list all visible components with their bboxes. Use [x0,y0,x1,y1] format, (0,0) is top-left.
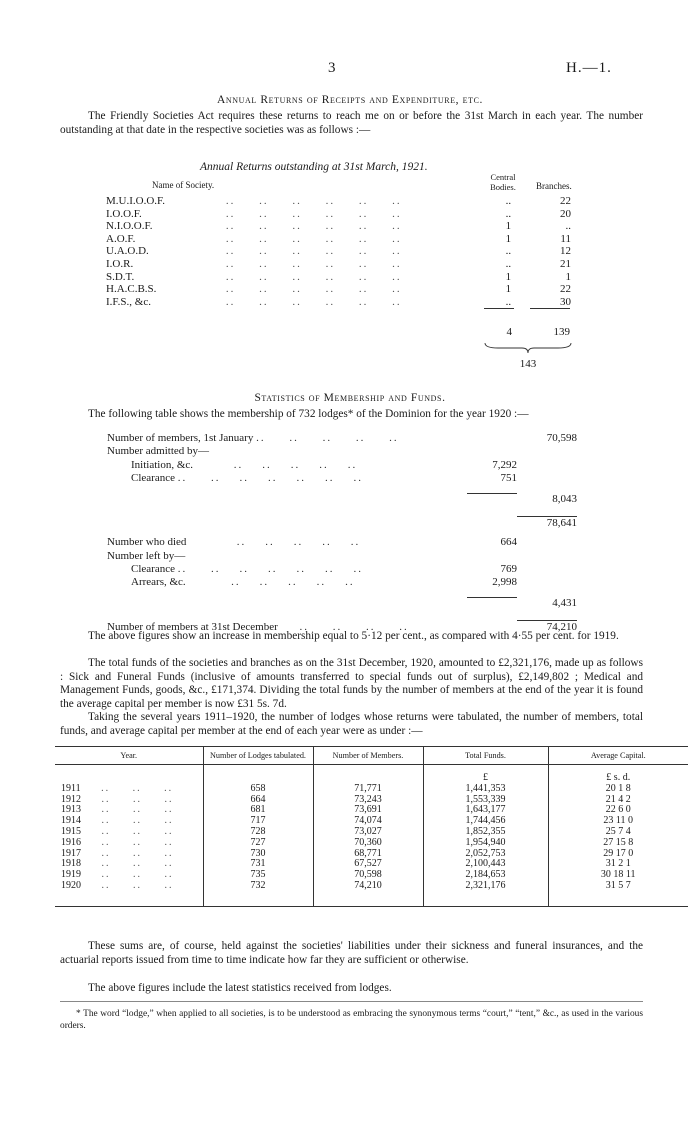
year-value: 1920 [61,879,81,891]
label-left-by: Number left by— [107,549,186,562]
society-row: I.O.R. .. .. .. .. .. .. .. 21 [106,257,571,270]
society-name: I.O.R. [106,257,134,270]
year-value: 1912 [61,793,81,805]
capital-value: 27 15 8 [548,838,688,849]
society-branches: 12 [560,245,571,258]
col-members: Number of Members. [313,747,423,765]
year-row: 1911 .. .. .. 658 71,771 1,441,353 20 1 8 [55,784,688,795]
years-intro-paragraph: Taking the several years 1911–1920, the number of lodges whose returns were tabulated, the number of members, total funds, and average capital per member at the end of each year were as under :— [60,711,643,737]
outstanding-table-title: Annual Returns outstanding at 31st March, 1921. [200,161,428,173]
funds-value: 1,744,456 [423,816,548,827]
year-row: 1913 .. .. .. 681 73,691 1,643,177 22 6 0 [55,805,688,816]
society-row: I.O.O.F. .. .. .. .. .. .. .. 20 [106,207,571,220]
society-row: N.I.O.O.F. .. .. .. .. .. .. 1 .. [106,220,571,233]
members-value: 73,027 [313,827,423,838]
society-branches: 1 [565,270,571,283]
year-value: 1913 [61,804,81,816]
col-year: Year. [55,747,203,765]
funds-value: 2,184,653 [423,870,548,881]
society-central: .. [505,195,512,207]
value-initiation: 7,292 [492,458,517,471]
label-clearance-out: Clearance [131,562,175,575]
capital-value: 22 6 0 [548,805,688,816]
value-clearance-out: 769 [500,562,517,575]
footnote-rule [60,1001,643,1002]
society-name: S.D.T. [106,270,135,283]
total-branches: 139 [553,326,570,338]
statistics-intro: The following table shows the membership of 732 lodges* of the Dominion for the year 1920 :— [88,408,529,420]
value-left-total: 4,431 [552,597,577,610]
society-branches: 11 [560,232,571,245]
value-members-1jan: 70,598 [546,432,577,444]
label-members-1jan: Number of members, 1st January [107,432,254,444]
funds-value: 1,954,940 [423,838,548,849]
year-value: 1915 [61,825,81,837]
capital-value: 21 4 2 [548,795,688,806]
year-value: 1919 [61,869,81,881]
value-clearance-in: 751 [500,471,517,484]
society-name: A.O.F. [106,232,136,245]
year-value: 1914 [61,815,81,827]
society-central: .. [505,245,512,258]
total-central: 4 [506,326,512,338]
year-row: 1917 .. .. .. 730 68,771 2,052,753 29 17 0 [55,849,688,860]
society-central: 1 [505,270,512,283]
year-value: 1917 [61,847,81,859]
society-central: .. [505,295,512,308]
grand-total: 143 [519,358,537,370]
col-name-of-society: Name of Society. [152,180,215,190]
lodges-value: 732 [203,881,313,906]
society-name: I.O.O.F. [106,207,142,220]
yearly-statistics-table [55,746,688,907]
society-branches: 22 [560,283,571,296]
capital-value: 20 1 8 [548,784,688,795]
society-row: M.U.I.O.O.F. .. .. .. .. .. .. .. 22 [106,195,571,207]
section-heading-returns: Annual Returns of Receipts and Expenditure, etc. [216,94,484,106]
capital-value: 25 7 4 [548,827,688,838]
liabilities-paragraph: These sums are, of course, held against the societies' liabilities under their sickness and funeral insurances, and the actuarial reports issued from time to time indicate how far they are sufficient or otherwise. [60,940,643,966]
col-branches: Branches. [536,181,572,191]
society-name: M.U.I.O.O.F. [106,195,166,207]
lodges-value: 681 [203,805,313,816]
lodges-value: 658 [203,784,313,795]
year-row: 1914 .. .. .. 717 74,074 1,744,456 23 11 0 [55,816,688,827]
funds-value: 1,643,177 [423,805,548,816]
outstanding-returns-table [106,195,571,308]
members-value: 71,771 [313,784,423,795]
membership-table: Number of members, 1st January .. .. .. .. .. 70,598 Number admitted by— Initiation, &c. .. .. .. .. .. 7,292 Clearance .. .. .. .. .. .. .. 751 8,043 78,641 Number who died .. .. .. .. .. 664 Number left by— Clearance .. .. .. .. .. .. .. 769 Arrears, &c. .. .. .. .. .. 2,998 4,431 Number of members at 31st December .. .. .. .. 74,210 [107,432,577,634]
returns-intro: The Friendly Societies Act requires these returns to reach me on or before the 31st March in each year. The number outstanding at that date in the respective societies was as follows :— [60,110,643,136]
label-clearance-in: Clearance [131,471,175,484]
society-central: 1 [505,232,512,245]
members-value: 70,598 [313,870,423,881]
society-branches: 30 [560,295,571,308]
members-value: 67,527 [313,859,423,870]
label-admitted-by: Number admitted by— [107,445,210,458]
lodges-value: 664 [203,795,313,806]
capital-value: 31 2 1 [548,859,688,870]
society-row: S.D.T. .. .. .. .. .. .. 1 1 [106,270,571,283]
year-row: 1918 .. .. .. 731 67,527 2,100,443 31 2 1 [55,859,688,870]
members-value: 74,210 [313,881,423,906]
label-initiation: Initiation, &c. [131,458,194,471]
funds-value: 2,321,176 [423,881,548,906]
capital-value: 30 18 11 [548,870,688,881]
year-value: 1911 [61,782,81,794]
society-branches: 20 [560,207,571,220]
funds-value: 1,553,339 [423,795,548,806]
funds-value: 2,100,443 [423,859,548,870]
society-name: U.A.O.D. [106,245,149,258]
society-name: H.A.C.B.S. [106,283,157,296]
lodges-value: 728 [203,827,313,838]
society-name: I.F.S., &c. [106,295,151,308]
year-row: 1915 .. .. .. 728 73,027 1,852,355 25 7 4 [55,827,688,838]
lodges-value: 727 [203,838,313,849]
year-value: 1916 [61,836,81,848]
members-value: 68,771 [313,849,423,860]
footnote: * The word “lodge,” when applied to all societies, is to be understood as embracing the synonymous terms “court,” “tent,” &c., as used in the various orders. [60,1009,643,1031]
capital-value: 23 11 0 [548,816,688,827]
members-value: 74,074 [313,816,423,827]
col-funds: Total Funds. [423,747,548,765]
year-row: 1912 .. .. .. 664 73,243 1,553,339 21 4 2 [55,795,688,806]
capital-unit: £ s. d. [548,765,688,784]
members-value: 70,360 [313,838,423,849]
society-branches: 22 [560,195,571,207]
lodges-value: 731 [203,859,313,870]
col-lodges: Number of Lodges tabulated. [203,747,313,765]
funds-value: 1,441,353 [423,784,548,795]
label-arrears: Arrears, &c. [131,576,186,589]
funds-value: 1,852,355 [423,827,548,838]
members-value: 73,691 [313,805,423,816]
document-reference: H.—1. [566,60,612,76]
label-died: Number who died [107,536,187,549]
society-row: A.O.F. .. .. .. .. .. .. 1 11 [106,232,571,245]
society-branches: .. [565,220,571,233]
year-row: 1919 .. .. .. 735 70,598 2,184,653 30 18 11 [55,870,688,881]
label-members-31dec: Number of members at 31st December [107,620,278,633]
grand-total-brace [484,341,572,355]
lodges-value: 735 [203,870,313,881]
society-row: H.A.C.B.S. .. .. .. .. .. .. 1 22 [106,283,571,296]
value-subtotal: 78,641 [546,516,577,529]
society-central: 1 [505,220,512,233]
total-rule-central [484,308,514,309]
year-row: 1920 .. .. .. 732 74,210 2,321,176 31 5 7 [55,881,688,906]
latest-statistics-paragraph: The above figures include the latest statistics received from lodges. [88,982,392,994]
page-number: 3 [328,60,336,76]
lodges-value: 717 [203,816,313,827]
value-admitted-total: 8,043 [552,493,577,506]
society-row: U.A.O.D. .. .. .. .. .. .. .. 12 [106,245,571,258]
members-value: 73,243 [313,795,423,806]
year-value: 1918 [61,858,81,870]
increase-paragraph: The above figures show an increase in membership equal to 5·12 per cent., as compared with 4·55 per cent. for 1919. [88,630,619,642]
capital-value: 29 17 0 [548,849,688,860]
capital-value: 31 5 7 [548,881,688,906]
section-heading-statistics: Statistics of Membership and Funds. [254,392,446,404]
value-died: 664 [500,536,517,549]
society-branches: 21 [560,257,571,270]
funds-value: 2,052,753 [423,849,548,860]
lodges-value: 730 [203,849,313,860]
society-central: .. [505,257,512,270]
total-rule-branches [530,308,570,309]
society-central: .. [505,207,512,220]
col-central-bodies: Central Bodies. [490,172,516,192]
funds-unit: £ [423,765,548,784]
value-members-31dec: 74,210 [546,621,577,634]
value-arrears: 2,998 [492,576,517,589]
col-capital: Average Capital. [548,747,688,765]
society-central: 1 [505,283,512,296]
year-row: 1916 .. .. .. 727 70,360 1,954,940 27 15 8 [55,838,688,849]
society-name: N.I.O.O.F. [106,220,153,233]
society-row: I.F.S., &c. .. .. .. .. .. .. .. 30 [106,295,571,308]
total-funds-paragraph: The total funds of the societies and branches as on the 31st December, 1920, amounted to £2,321,176, made up as follows : Sick and Funeral Funds (inclusive of amounts transferred to special funds out of surplus), £2,149,802 ; Medical and Management Funds, goods, &c., £171,374. Dividing the total funds by the number of members at the end of the year it is found the average capital per member is now £31 5s. 7d. [60,657,643,710]
